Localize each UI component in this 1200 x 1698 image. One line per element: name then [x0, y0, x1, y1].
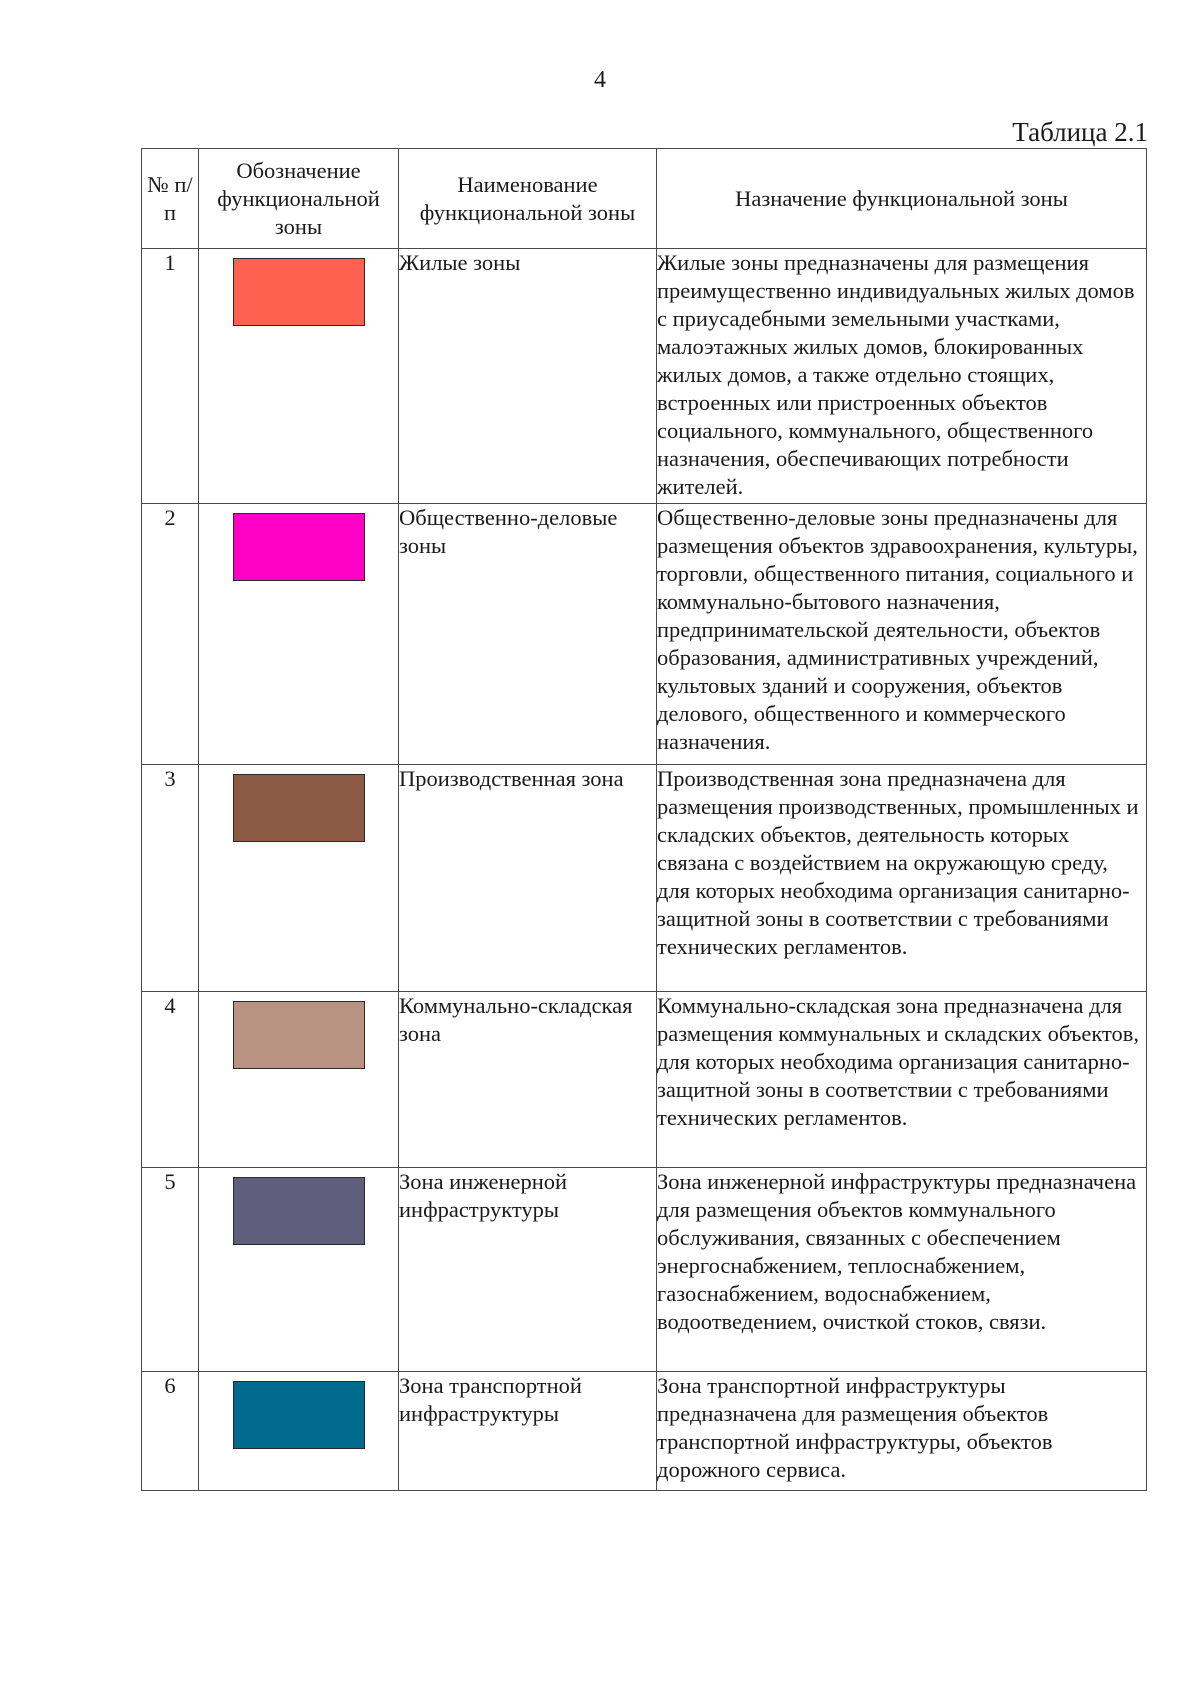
- zone-name: Зона транспортной инфраструктуры: [399, 1372, 657, 1491]
- zone-color-swatch: [233, 1381, 365, 1449]
- row-num: 3: [142, 765, 199, 992]
- zone-purpose: Производственная зона предназначена для размещения производственных, промышленных и складских объектов, деятельность которых связана с воздействием на окружающую среду, для которых необходима организация санитарно-защитной зоны в соответствии с требованиями технических регламентов.: [657, 765, 1147, 992]
- header-name: Наименование функциональной зоны: [399, 149, 657, 249]
- header-purpose: Назначение функциональной зоны: [657, 149, 1147, 249]
- table-row: [142, 249, 1147, 504]
- row-num: 4: [142, 992, 199, 1168]
- header-symbol: Обозначение функциональной зоны: [199, 149, 399, 249]
- page-number: 4: [594, 67, 606, 93]
- zone-name: Общественно-деловые зоны: [399, 504, 657, 765]
- zone-purpose: Общественно-деловые зоны предназначены для размещения объектов здравоохранения, культуры, торговли, общественного питания, социального и коммунально-бытового назначения, предпринимательской деятельности, объектов образования, административных учреждений, культовых зданий и сооружения, объектов делового, общественного и коммерческого назначения.: [657, 504, 1147, 765]
- table-row: [142, 1168, 1147, 1372]
- zone-symbol-cell: [199, 992, 399, 1168]
- zone-symbol-cell: [199, 765, 399, 992]
- zone-purpose: Зона инженерной инфраструктуры предназначена для размещения объектов коммунального обслуживания, связанных с обеспечением энергоснабжением, теплоснабжением, газоснабжением, водоснабжением, водоотведением, очисткой стоков, связи.: [657, 1168, 1147, 1372]
- functional-zones-table: [141, 148, 1147, 1491]
- zone-name: Жилые зоны: [399, 249, 657, 504]
- table-row: [142, 1372, 1147, 1491]
- header-num: № п/п: [142, 149, 199, 249]
- row-num: 2: [142, 504, 199, 765]
- zone-name: Коммунально-складская зона: [399, 992, 657, 1168]
- zone-symbol-cell: [199, 504, 399, 765]
- zone-name: Зона инженерной инфраструктуры: [399, 1168, 657, 1372]
- zone-symbol-cell: [199, 1168, 399, 1372]
- zone-name: Производственная зона: [399, 765, 657, 992]
- table-row: [142, 765, 1147, 992]
- zone-purpose: Коммунально-складская зона предназначена для размещения коммунальных и складских объектов, для которых необходима организация санитарно-защитной зоны в соответствии с требованиями технических регламентов.: [657, 992, 1147, 1168]
- table-row: [142, 992, 1147, 1168]
- zone-color-swatch: [233, 258, 365, 326]
- zone-purpose: Жилые зоны предназначены для размещения преимущественно индивидуальных жилых домов с приусадебными земельными участками, малоэтажных жилых домов, блокированных жилых домов, а также отдельно стоящих, встроенных или пристроенных объектов социального, коммунального, общественного назначения, обеспечивающих потребности жителей.: [657, 249, 1147, 504]
- table-header-row: [142, 149, 1147, 249]
- zone-purpose: Зона транспортной инфраструктуры предназначена для размещения объектов транспортной инфраструктуры, объектов дорожного сервиса.: [657, 1372, 1147, 1491]
- zone-color-swatch: [233, 1001, 365, 1069]
- zone-color-swatch: [233, 774, 365, 842]
- table-row: [142, 504, 1147, 765]
- row-num: 5: [142, 1168, 199, 1372]
- table-caption: Таблица 2.1: [1012, 117, 1148, 147]
- zone-color-swatch: [233, 513, 365, 581]
- row-num: 1: [142, 249, 199, 504]
- zone-color-swatch: [233, 1177, 365, 1245]
- zone-symbol-cell: [199, 249, 399, 504]
- zone-symbol-cell: [199, 1372, 399, 1491]
- row-num: 6: [142, 1372, 199, 1491]
